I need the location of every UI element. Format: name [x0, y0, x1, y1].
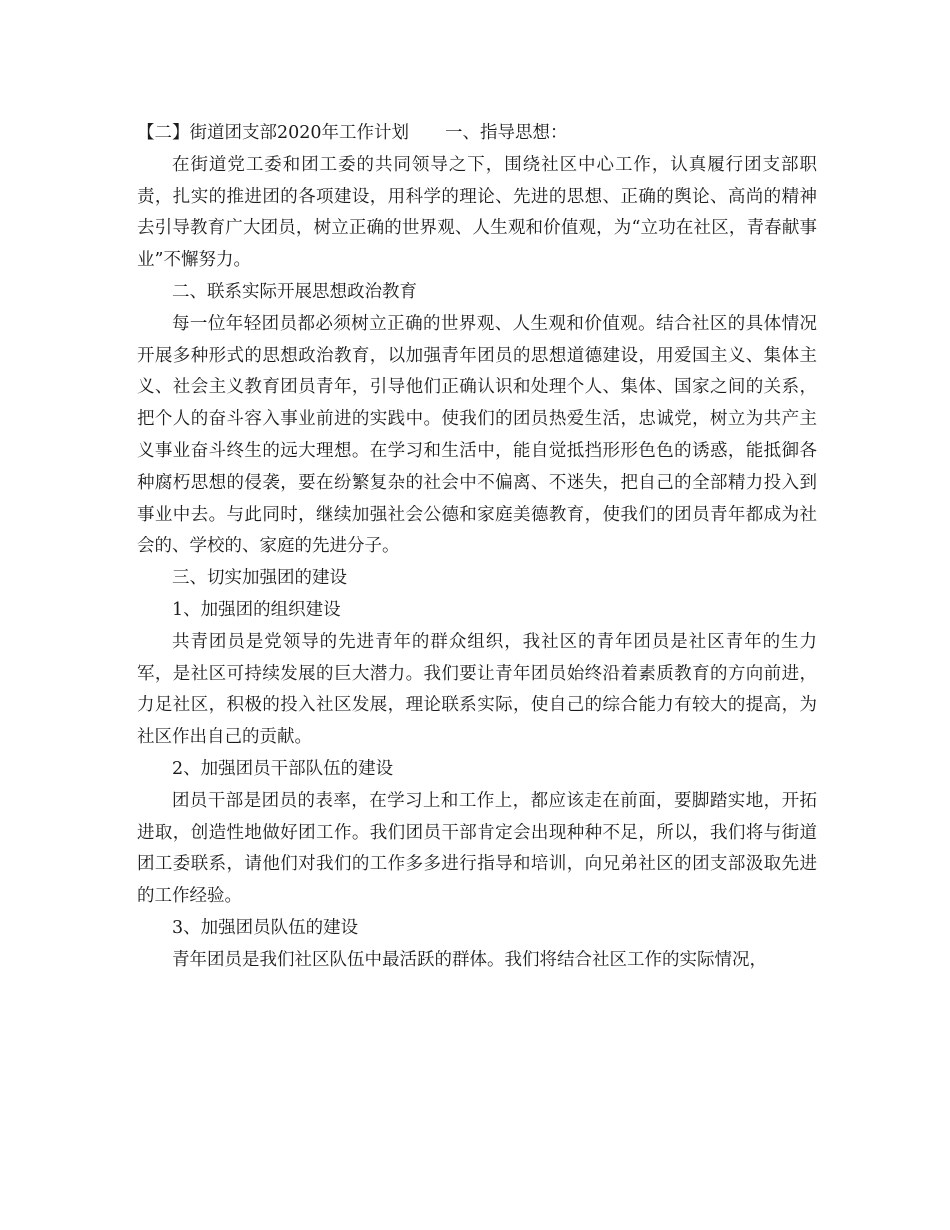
paragraph-cadre: 团员干部是团员的表率，在学习上和工作上，都应该走在前面，要脚踏实地，开拓进取，创造性地做好团工作。我们团员干部肯定会出现种种不足，所以，我们将与街道团工委联系，请他们对我们的工作多多进行指导和培训，向兄弟社区的团支部汲取先进的工作经验。	[137, 790, 817, 907]
subheading-members: 3、加强团员队伍的建设	[172, 917, 359, 938]
title-line	[137, 118, 817, 150]
subheading-cadre: 2、加强团员干部队伍的建设	[172, 758, 394, 779]
document-title: 【二】街道团支部2020年工作计划	[137, 123, 410, 143]
section-heading-3: 三、切实加强团的建设	[172, 568, 347, 589]
paragraph-guiding-thought: 在街道党工委和团工委的共同领导之下，围绕社区中心工作，认真履行团支部职责，扎实的推进团的各项建设，用科学的理论、先进的思想、正确的舆论、高尚的精神去引导教育广大团员，树立正确的世界观、人生观和价值观，为“立功在社区，青春献事业”不懈努力。	[137, 154, 817, 271]
subheading-organization: 1、加强团的组织建设	[172, 599, 341, 620]
document-page	[137, 118, 817, 977]
section-heading-2: 二、联系实际开展思想政治教育	[172, 281, 417, 302]
section-heading-1: 一、指导思想：	[445, 123, 568, 143]
paragraph-members: 青年团员是我们社区队伍中最活跃的群体。我们将结合社区工作的实际情况，	[172, 949, 767, 970]
paragraph-political-education: 每一位年轻团员都必须树立正确的世界观、人生观和价值观。结合社区的具体情况开展多种形式的思想政治教育，以加强青年团员的思想道德建设，用爱国主义、集体主义、社会主义教育团员青年，引导他们正确认识和处理个人、集体、国家之间的关系，把个人的奋斗容入事业前进的实践中。使我们的团员热爱生活，忠诚党，树立为共产主义事业奋斗终生的远大理想。在学习和生活中，能自觉抵挡形形色色的诱惑，能抵御各种腐朽思想的侵袭，要在纷繁复杂的社会中不偏离、不迷失，把自己的全部精力投入到事业中去。与此同时，继续加强社会公德和家庭美德教育，使我们的团员青年都成为社会的、学校的、家庭的先进分子。	[137, 313, 817, 557]
paragraph-organization: 共青团员是党领导的先进青年的群众组织，我社区的青年团员是社区青年的生力军，是社区可持续发展的巨大潜力。我们要让青年团员始终沿着素质教育的方向前进，力足社区，积极的投入社区发展，理论联系实际，使自己的综合能力有较大的提高，为社区作出自己的贡献。	[137, 631, 817, 748]
